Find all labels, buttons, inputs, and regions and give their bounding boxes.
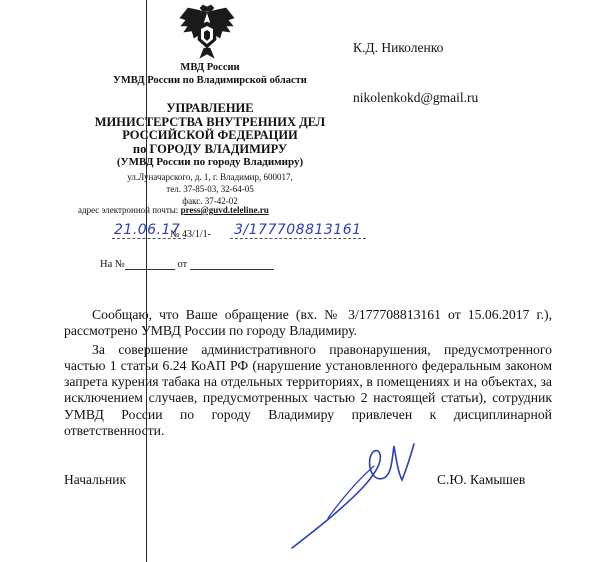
reference-from-label: от — [177, 259, 188, 270]
reference-no-blank — [125, 258, 175, 270]
signer-name: С.Ю. Камышев — [437, 472, 526, 487]
registration-prefix: № 43/1/1- — [170, 229, 211, 240]
reference-no-label: На № — [100, 259, 125, 270]
registration-number — [98, 222, 378, 244]
signer-title: Начальник — [64, 472, 127, 487]
recipient-name: К.Д. Николенко — [353, 40, 444, 55]
body-paragraph: Сообщаю, что Ваше обращение (вх. № 3/177708813161 от 15.06.2017 г.), рассмотрено УМВД России по городу Владимиру. — [64, 307, 552, 339]
department-contacts — [60, 171, 360, 207]
org-name: МВД России — [180, 62, 240, 73]
department-title-line: по ГОРОДУ ВЛАДИМИРУ — [132, 141, 288, 156]
department-abbr: (УМВД России по городу Владимиру) — [116, 156, 304, 168]
handwritten-signature — [288, 436, 418, 556]
department-email-line — [78, 205, 269, 216]
double-headed-eagle-emblem-icon — [178, 4, 236, 60]
handwritten-reg-number: 3/177708813161 — [230, 222, 366, 239]
fax-number: факс. 37-42-02 — [182, 196, 238, 206]
recipient-email[interactable]: nikolenkokd@gmail.ru — [353, 90, 479, 105]
postal-address: ул.Луначарского, д. 1, г. Владимир, 600017, — [127, 172, 293, 182]
email-label: адрес электронной почты: — [78, 205, 179, 215]
department-title-line: МИНИСТЕРСТВА ВНУТРЕННИХ ДЕЛ — [94, 114, 326, 129]
department-email-link[interactable]: press@guvd.teleline.ru — [180, 205, 269, 215]
letter-body — [64, 307, 552, 441]
reference-date-blank — [190, 258, 274, 270]
phone-numbers: тел. 37-85-03, 32-64-05 — [166, 184, 254, 194]
department-title-line: РОССИЙСКОЙ ФЕДЕРАЦИИ — [122, 128, 298, 142]
reference-line — [100, 258, 274, 270]
org-parent: УМВД России по Владимирской области — [113, 75, 307, 86]
department-title-line: УПРАВЛЕНИЕ — [166, 101, 254, 115]
department-title — [60, 102, 360, 156]
body-paragraph: За совершение административного правонарушения, предусмотренного частью 1 статьи 6.24 КоАП РФ (нарушение установленного федеральным законом запрета курения табака на отдельных территориях, в помещениях и на объектах, за исключением случаев, предусмотренных частью 2 настоящей статьи), сотрудник УМВД России по городу Владимиру привлечен к дисциплинарной ответственности. — [64, 341, 552, 439]
handwritten-date: 21.06.17 — [112, 222, 186, 239]
